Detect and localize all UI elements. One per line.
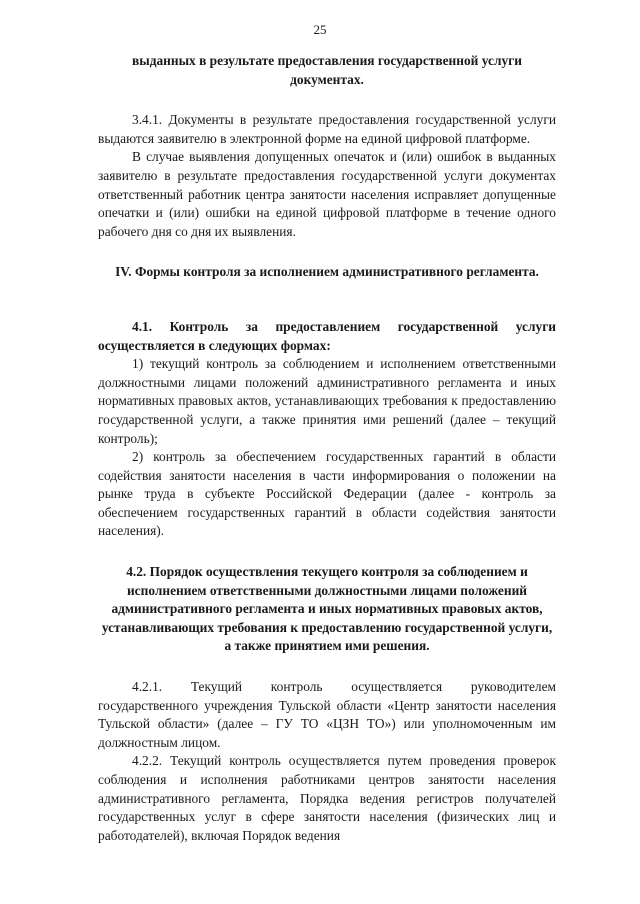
paragraph-4-1: 4.1. Контроль за предоставлением государственной услуги осуществляется в следующих формах: xyxy=(98,318,556,353)
section-3-4-heading-continuation: выданных в результате предоставления государственной услуги документах. xyxy=(132,53,522,87)
paragraph-4-1-item-2: 2) контроль за обеспечением государственных гарантий в области содействия занятости населения в части информирования о положении на рынке труда в субъекте Российской Федерации (далее - контроль за обеспечением государственных гарантий в области содействия занятости населения). xyxy=(98,449,556,539)
section-4-2-heading: 4.2. Порядок осуществления текущего контроля за соблюдением и исполнением ответственными должностными лицами положений административного регламента и иных нормативных правовых актов, устанавливающих требования к предоставлению государственной услуги, а также принятием ими решения. xyxy=(101,564,553,654)
document-body xyxy=(98,52,556,845)
paragraph-4-2-1: 4.2.1. Текущий контроль осуществляется руководителем государственного учреждения Тульской области «Центр занятости населения Тульской области» (далее – ГУ ТО «ЦЗН ТО») или уполномоченным им должностным лицом. xyxy=(98,679,556,750)
paragraph-4-2-2: 4.2.2. Текущий контроль осуществляется путем проведения проверок соблюдения и исполнения работниками центров занятости населения административного регламента, Порядка ведения регистров получателей государственных услуг в сфере занятости населения (физических лиц и работодателей), включая Порядок ведения xyxy=(98,753,556,843)
section-4-heading: IV. Формы контроля за исполнением административного регламента. xyxy=(115,264,539,280)
page-number: 25 xyxy=(313,22,327,37)
paragraph-3-4-1: 3.4.1. Документы в результате предоставления государственной услуги выдаются заявителю в электронной форме на единой цифровой платформе. xyxy=(98,112,556,146)
paragraph-3-4-1-corrections: В случае выявления допущенных опечаток и (или) ошибок в выданных заявителю в результате предоставления государственной услуги документах ответственный работник центра занятости населения исправляет допущенные опечатки и (или) ошибки на единой цифровой платформе в течение одного рабочего дня со дня их выявления. xyxy=(98,149,556,239)
paragraph-4-1-item-1: 1) текущий контроль за соблюдением и исполнением ответственными должностными лицами положений административного регламента и иных нормативных правовых актов, устанавливающих требования к предоставлению государственной услуги, а также принятия ими решений (далее – текущий контроль); xyxy=(98,356,556,446)
